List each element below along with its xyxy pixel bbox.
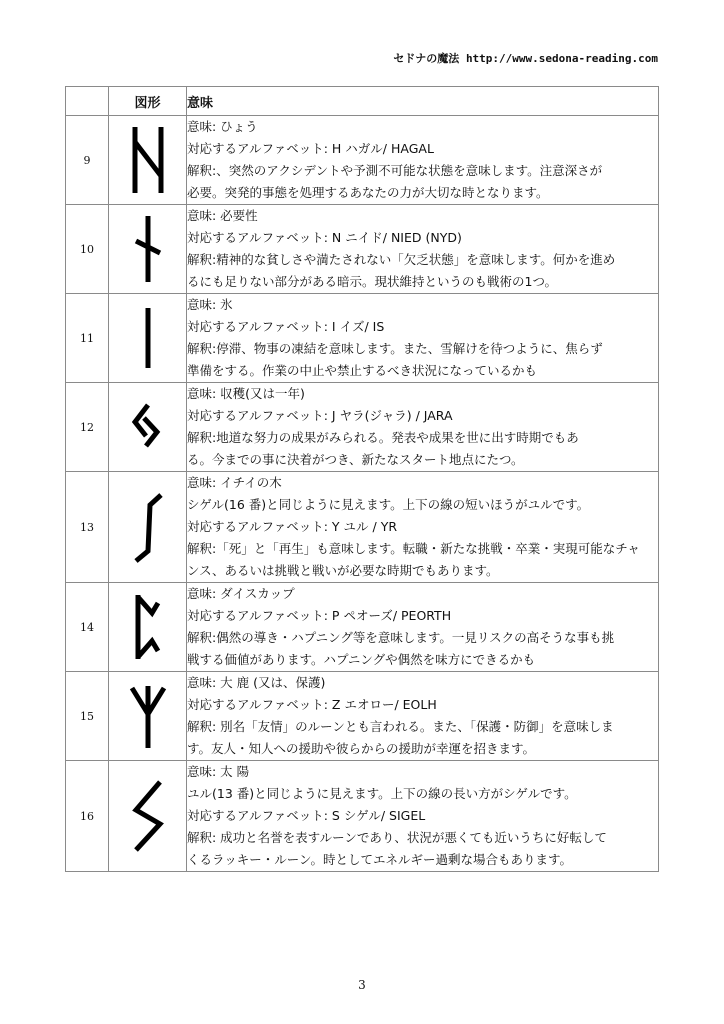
rune-number: 16 xyxy=(66,761,109,872)
meaning-line: 対応するアルファベット: Y ユル / YR xyxy=(187,519,398,534)
meaning-line: 意味: 収穫(又は一年) xyxy=(187,386,305,401)
meaning-line: 解釈:精神的な貧しさや満たされない「欠乏状態」を意味します。何かを進め xyxy=(187,252,616,267)
site-name: セドナの魔法 xyxy=(393,52,460,65)
meaning-line: 対応するアルファベット: H ハガル/ HAGAL xyxy=(187,141,434,156)
rune-meaning xyxy=(187,583,659,672)
nied-rune-icon xyxy=(128,213,168,285)
table-row xyxy=(66,294,659,383)
jara-rune-icon xyxy=(128,391,168,463)
rune-figure xyxy=(109,472,187,583)
table-row xyxy=(66,472,659,583)
rune-number: 12 xyxy=(66,383,109,472)
meaning-line: 準備をする。作業の中止や禁止するべき状況になっているかも xyxy=(187,363,538,378)
table-row xyxy=(66,205,659,294)
meaning-line: 対応するアルファベット: P ペオーズ/ PEORTH xyxy=(187,608,452,623)
meaning-line: 対応するアルファベット: Z エオロー/ EOLH xyxy=(187,697,437,712)
rune-figure xyxy=(109,672,187,761)
meaning-line: 対応するアルファベット: I イズ/ IS xyxy=(187,319,385,334)
rune-number: 14 xyxy=(66,583,109,672)
meaning-line: る。今までの事に決着がつき、新たなスタート地点にたつ。 xyxy=(187,452,524,467)
rune-figure xyxy=(109,205,187,294)
rune-number: 15 xyxy=(66,672,109,761)
rune-meaning xyxy=(187,472,659,583)
rune-meaning xyxy=(187,761,659,872)
rune-meaning xyxy=(187,205,659,294)
column-header-meaning: 意味 xyxy=(187,87,659,116)
table-row xyxy=(66,116,659,205)
meaning-line: 意味: ひょう xyxy=(187,119,258,134)
meaning-line: 解釈: 成功と名誉を表すルーンであり、状況が悪くても近いうちに好転して xyxy=(187,830,607,845)
page-header xyxy=(393,50,658,66)
meaning-line: 解釈:「死」と「再生」も意味します。転職・新たな挑戦・卒業・実現可能なチャ xyxy=(187,541,640,556)
meaning-line: ユル(13 番)と同じように見えます。上下の線の長い方がシゲルです。 xyxy=(187,786,577,801)
hagal-rune-icon xyxy=(128,124,168,196)
meaning-line: るにも足りない部分がある暗示。現状維持というのも戦術の1つ。 xyxy=(187,274,557,289)
meaning-line: 意味: 大 鹿 (又は、保護) xyxy=(187,675,326,690)
meaning-line: 対応するアルファベット: J ヤラ(ジャラ) / JARA xyxy=(187,408,453,423)
meaning-line: 戦する価値があります。ハプニングや偶然を味方にできるかも xyxy=(187,652,536,667)
meaning-line: 対応するアルファベット: N ニイド/ NIED (NYD) xyxy=(187,230,462,245)
peorth-rune-icon xyxy=(128,591,168,663)
table-row xyxy=(66,583,659,672)
rune-figure xyxy=(109,116,187,205)
rune-figure xyxy=(109,583,187,672)
table-header-row xyxy=(66,87,659,116)
meaning-line: ンス、あるいは挑戦と戦いが必要な時期でもあります。 xyxy=(187,563,499,578)
rune-number: 13 xyxy=(66,472,109,583)
meaning-line: す。友人・知人への援助や彼らからの援助が幸運を招きます。 xyxy=(187,741,536,756)
rune-meaning xyxy=(187,116,659,205)
page-number: 3 xyxy=(358,978,366,992)
rune-number: 9 xyxy=(66,116,109,205)
table-row xyxy=(66,383,659,472)
meaning-line: くるラッキー・ルーン。時としてエネルギー過剰な場合もあります。 xyxy=(187,852,573,867)
table-row xyxy=(66,672,659,761)
meaning-line: 必要。突発的事態を処理するあなたの力が大切な時となります。 xyxy=(187,185,549,200)
meaning-line: 対応するアルファベット: S シゲル/ SIGEL xyxy=(187,808,426,823)
rune-figure xyxy=(109,294,187,383)
rune-figure xyxy=(109,383,187,472)
meaning-line: 解釈: 別名「友情」のルーンとも言われる。また、「保護・防御」を意味しま xyxy=(187,719,614,734)
column-header-figure: 図形 xyxy=(109,87,187,116)
meaning-line: 意味: 太 陽 xyxy=(187,764,250,779)
meaning-line: 意味: 必要性 xyxy=(187,208,258,223)
meaning-line: 意味: イチイの木 xyxy=(187,475,282,490)
rune-meaning xyxy=(187,672,659,761)
rune-meaning xyxy=(187,383,659,472)
is-rune-icon xyxy=(128,302,168,374)
column-header-number xyxy=(66,87,109,116)
eolh-rune-icon xyxy=(128,680,168,752)
sigel-rune-icon xyxy=(128,776,168,856)
meaning-line: 解釈:停滞、物事の凍結を意味します。また、雪解けを待つように、焦らず xyxy=(187,341,603,356)
yr-rune-icon xyxy=(128,487,168,567)
rune-figure xyxy=(109,761,187,872)
rune-meaning xyxy=(187,294,659,383)
site-url: http://www.sedona-reading.com xyxy=(465,52,658,65)
meaning-line: 解釈:偶然の導き・ハプニング等を意味します。一見リスクの高そうな事も挑 xyxy=(187,630,615,645)
meaning-line: シゲル(16 番)と同じように見えます。上下の線の短いほうがユルです。 xyxy=(187,497,590,512)
meaning-line: 意味: ダイスカップ xyxy=(187,586,295,601)
meaning-line: 解釈:、突然のアクシデントや予測不可能な状態を意味します。注意深さが xyxy=(187,163,603,178)
rune-number: 10 xyxy=(66,205,109,294)
meaning-line: 意味: 氷 xyxy=(187,297,233,312)
rune-table xyxy=(65,86,659,872)
meaning-line: 解釈:地道な努力の成果がみられる。発表や成果を世に出す時期でもあ xyxy=(187,430,579,445)
rune-number: 11 xyxy=(66,294,109,383)
table-row xyxy=(66,761,659,872)
